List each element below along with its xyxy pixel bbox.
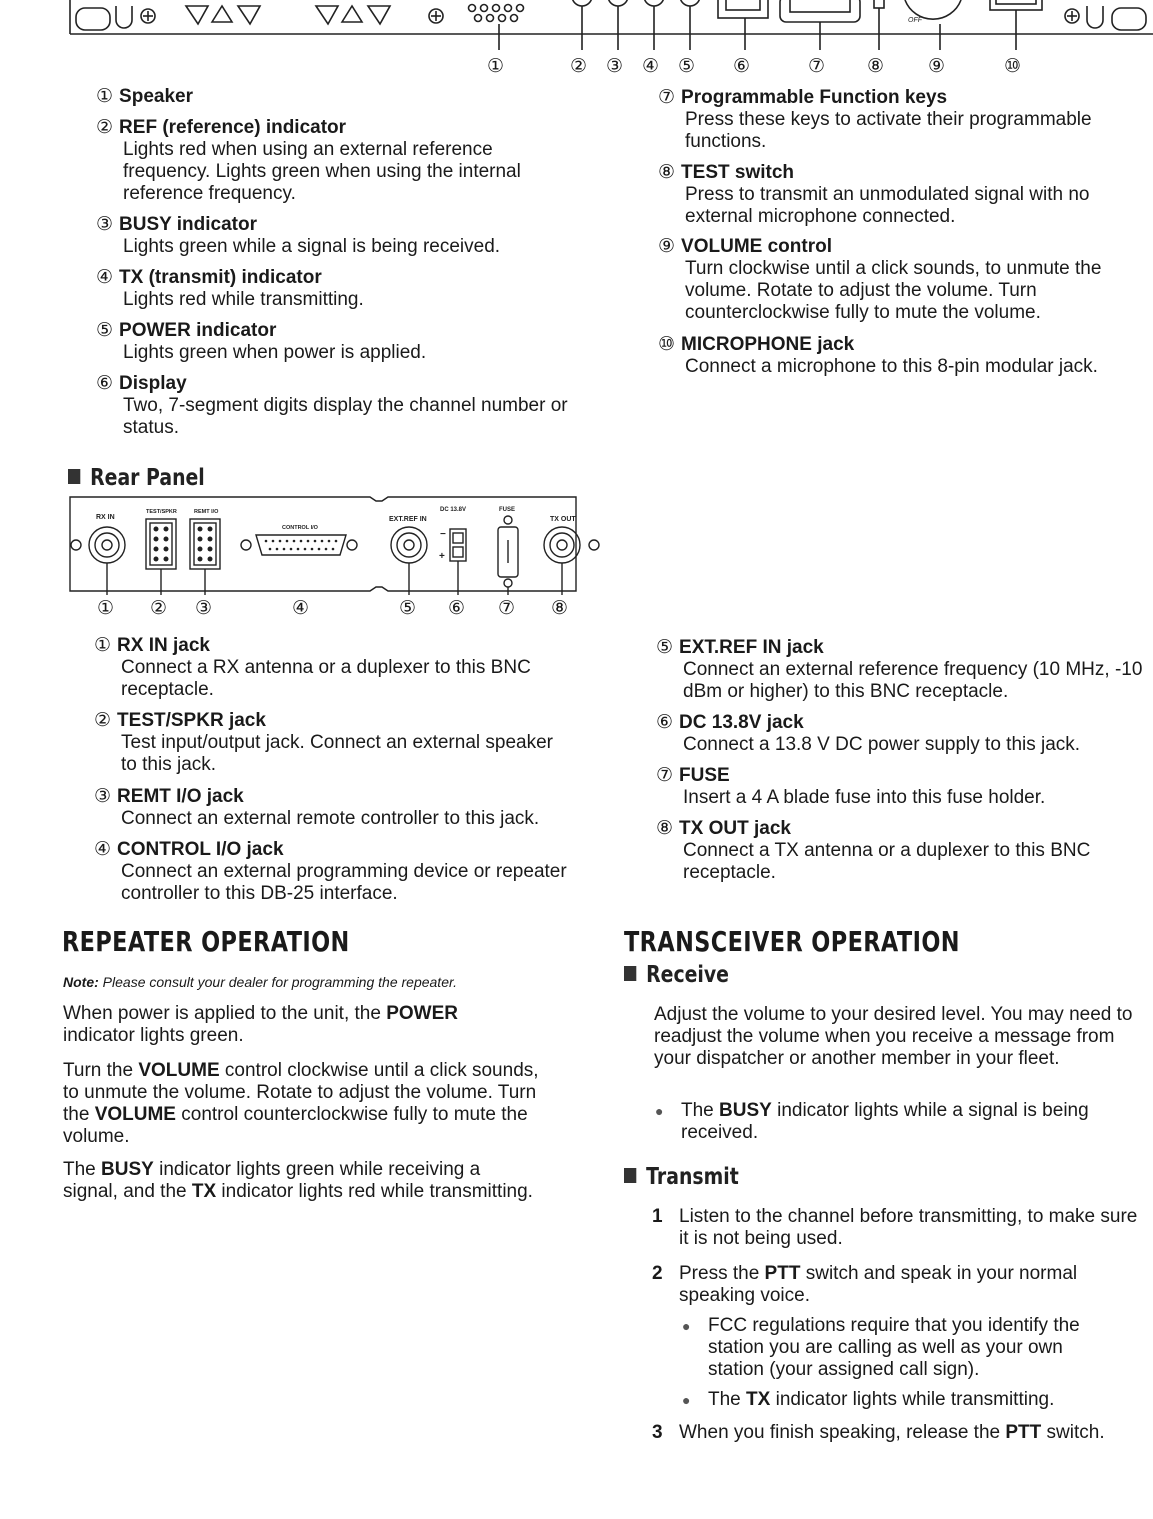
transmit-step-1: 1 Listen to the channel before transmitting, to make sure it is not being used. xyxy=(652,1206,1138,1249)
rear-item-rx-in: ① RX IN jack Connect a RX antenna or a duplexer to this BNC receptacle. xyxy=(94,635,531,700)
front-callout-7: ⑦ xyxy=(808,55,826,77)
front-item-volume: ⑨ VOLUME control Turn clockwise until a click sounds, to unmute the volume. Rotate to adjust the volume. Turn counterclockwise fully to mute the volume. xyxy=(658,236,1102,323)
transmit-step-2: 2 Press the PTT switch and speak in your normal speaking voice. xyxy=(652,1263,1078,1306)
rear-panel-heading: Rear Panel xyxy=(68,465,205,491)
front-callout-9: ⑨ xyxy=(928,55,946,77)
rear-label-ext-ref: EXT.REF IN xyxy=(389,516,427,523)
front-callout-1: ① xyxy=(487,55,505,77)
rear-callout-2: ② xyxy=(150,597,168,619)
section-square-icon xyxy=(624,966,636,981)
rear-item-fuse: ⑦ FUSE Insert a 4 A blade fuse into this fuse holder. xyxy=(656,765,1046,808)
rear-callout-3: ③ xyxy=(195,597,213,619)
front-item-speaker: ① Speaker xyxy=(96,86,193,107)
transceiver-heading: TRANSCEIVER OPERATION xyxy=(624,925,960,958)
front-item-power: ⑤ POWER indicator Lights green when power is applied. xyxy=(96,320,427,363)
bullet-icon: ● xyxy=(655,1103,664,1119)
transmit-heading: Transmit xyxy=(624,1164,739,1190)
rear-label-control-io: CONTROL I/O xyxy=(282,525,318,531)
front-item-tx: ④ TX (transmit) indicator Lights red while transmitting. xyxy=(96,267,364,310)
rear-item-ext-ref: ⑤ EXT.REF IN jack Connect an external reference frequency (10 MHz, -10 dBm or higher) to this BNC receptacle. xyxy=(656,637,1143,702)
receive-bullet: ● The BUSY indicator lights while a signal is being received. xyxy=(655,1100,1089,1143)
repeater-note: Note: Please consult your dealer for programming the repeater. xyxy=(63,974,458,990)
front-item-display: ⑥ Display Two, 7-segment digits display the channel number or status. xyxy=(96,373,568,438)
front-callout-10: ⑩ xyxy=(1004,55,1022,77)
front-item-pf-keys: ⑦ Programmable Function keys Press these keys to activate their programmable functions. xyxy=(658,87,1092,152)
rear-label-remt-io: REMT I/O xyxy=(194,509,219,515)
bullet-icon: ● xyxy=(682,1392,691,1408)
repeater-para-3: The BUSY indicator lights green while receiving a signal, and the TX indicator lights red while transmitting. xyxy=(63,1159,533,1202)
transmit-bullet-tx: ● The TX indicator lights while transmitting. xyxy=(682,1389,1055,1410)
repeater-para-2: Turn the VOLUME control clockwise until a click sounds, to unmute the volume. Rotate to adjust the volume. Turn the VOLUME control counterclockwise fully to mute the volume. xyxy=(63,1060,539,1147)
rear-callout-1: ① xyxy=(97,597,115,619)
rear-label-tx-out: TX OUT xyxy=(550,516,576,523)
front-item-mic: ⑩ MICROPHONE jack Connect a microphone to this 8-pin modular jack. xyxy=(658,334,1098,377)
rear-label-plus: + xyxy=(439,551,445,562)
front-callout-2: ② xyxy=(570,55,588,77)
rear-item-remt-io: ③ REMT I/O jack Connect an external remote controller to this jack. xyxy=(94,786,540,829)
front-callout-8: ⑧ xyxy=(867,55,885,77)
rear-label-dc: DC 13.8V xyxy=(440,507,467,513)
rear-label-minus: − xyxy=(440,529,446,540)
front-callout-4: ④ xyxy=(642,55,660,77)
repeater-heading: REPEATER OPERATION xyxy=(62,925,350,958)
rear-label-test-spkr: TEST/SPKR xyxy=(146,509,177,515)
section-square-icon xyxy=(624,1168,636,1183)
rear-callout-8: ⑧ xyxy=(551,597,569,619)
front-item-busy: ③ BUSY indicator Lights green while a signal is being received. xyxy=(96,214,501,257)
rear-label-rx-in: RX IN xyxy=(96,514,115,521)
rear-item-tx-out: ⑧ TX OUT jack Connect a TX antenna or a duplexer to this BNC receptacle. xyxy=(656,818,1091,883)
rear-callout-5: ⑤ xyxy=(399,597,417,619)
transmit-step-3: 3 When you finish speaking, release the PTT switch. xyxy=(652,1422,1105,1443)
rear-callout-7: ⑦ xyxy=(498,597,516,619)
front-item-test: ⑧ TEST switch Press to transmit an unmodulated signal with no external microphone connected. xyxy=(658,162,1090,227)
rear-item-dc: ⑥ DC 13.8V jack Connect a 13.8 V DC power supply to this jack. xyxy=(656,712,1081,755)
front-item-ref: ② REF (reference) indicator Lights red when using an external reference frequency. Lights green when using the internal reference frequency. xyxy=(96,117,521,204)
repeater-para-1: When power is applied to the unit, the POWER indicator lights green. xyxy=(63,1003,458,1046)
front-callout-6: ⑥ xyxy=(733,55,751,77)
rear-item-test-spkr: ② TEST/SPKR jack Test input/output jack. Connect an external speaker to this jack. xyxy=(94,710,553,775)
front-callout-5: ⑤ xyxy=(678,55,696,77)
rear-item-control-io: ④ CONTROL I/O jack Connect an external programming device or repeater controller to this DB-25 interface. xyxy=(94,839,567,904)
section-square-icon xyxy=(68,469,80,484)
front-callout-3: ③ xyxy=(606,55,624,77)
rear-panel-diagram xyxy=(60,495,610,625)
rear-callout-4: ④ xyxy=(292,597,310,619)
receive-text: Adjust the volume to your desired level. You may need to readjust the volume when you receive a message from your dispatcher or another member in your fleet. xyxy=(654,1004,1133,1069)
rear-callout-6: ⑥ xyxy=(448,597,466,619)
rear-label-fuse: FUSE xyxy=(499,507,516,513)
bullet-icon: ● xyxy=(682,1318,691,1334)
transmit-bullet-fcc: ● FCC regulations require that you identify the station you are calling as well as your own station (your assigned call sign). xyxy=(682,1315,1080,1380)
receive-heading: Receive xyxy=(624,962,729,988)
off-label: OFF xyxy=(908,17,922,24)
